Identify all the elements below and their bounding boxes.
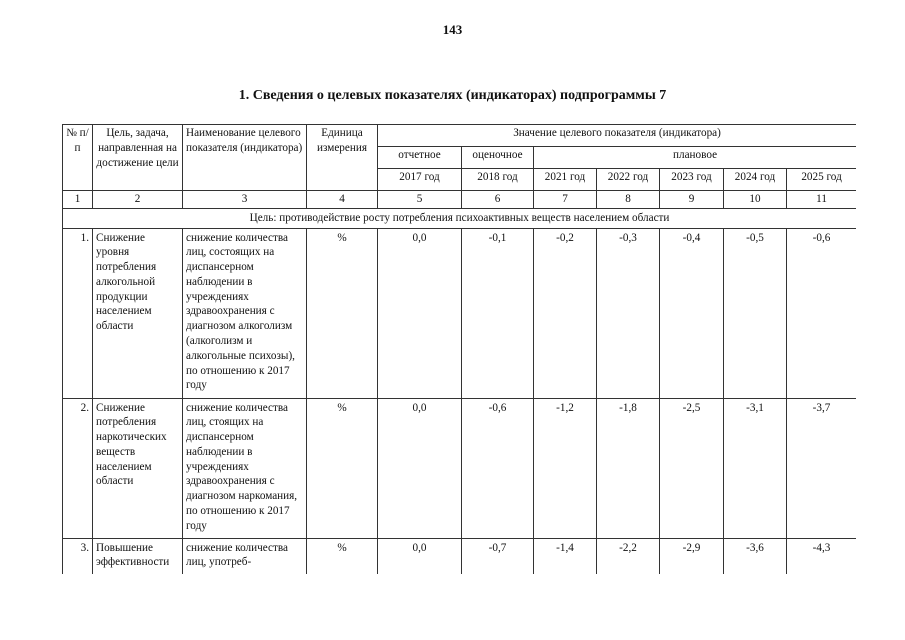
row-value: -1,2 — [534, 398, 597, 538]
header-value-group: Значение целевого показателя (индикатора) — [378, 125, 857, 147]
indicators-table-wrapper — [62, 124, 856, 578]
header-unit: Единица измерения — [307, 125, 378, 191]
header-planned: плановое — [534, 147, 857, 169]
column-number: 11 — [787, 191, 857, 209]
row-value: -0,6 — [787, 228, 857, 398]
column-number: 4 — [307, 191, 378, 209]
goal-text: Цель: противодействие росту потребления психоактивных веществ населением области — [63, 208, 857, 228]
row-indicator: снижение количества лиц, стоящих на диспансерном наблюдении в учреждениях здравоохранения с диагнозом наркомания, по отношению к 2017 году — [183, 398, 307, 538]
row-task: Снижение потребления наркотических веществ населением области — [93, 398, 183, 538]
row-value: -1,8 — [597, 398, 660, 538]
row-indicator: снижение количества лиц, употреб- — [183, 538, 307, 574]
header-year: 2024 год — [724, 169, 787, 191]
column-number: 5 — [378, 191, 462, 209]
row-value: -2,2 — [597, 538, 660, 574]
row-value: -0,1 — [462, 228, 534, 398]
header-year: 2023 год — [660, 169, 724, 191]
header-year: 2018 год — [462, 169, 534, 191]
column-number: 7 — [534, 191, 597, 209]
header-indicator-name: Наименование целевого показателя (индикатора) — [183, 125, 307, 191]
row-num: 2. — [63, 398, 93, 538]
column-number: 9 — [660, 191, 724, 209]
section-title: 1. Сведения о целевых показателях (индикаторах) подпрограммы 7 — [238, 88, 667, 103]
row-value: -3,7 — [787, 398, 857, 538]
header-reporting: отчетное — [378, 147, 462, 169]
column-number: 1 — [63, 191, 93, 209]
header-year: 2017 год — [378, 169, 462, 191]
header-goal: Цель, задача, направленная на достижение цели — [93, 125, 183, 191]
goal-row — [63, 208, 857, 228]
row-value: -2,9 — [660, 538, 724, 574]
row-value: 0,0 — [378, 398, 462, 538]
row-task: Повышение эффективности — [93, 538, 183, 574]
column-number: 2 — [93, 191, 183, 209]
row-value: -0,5 — [724, 228, 787, 398]
row-value: -3,1 — [724, 398, 787, 538]
row-value: -0,3 — [597, 228, 660, 398]
row-value: 0,0 — [378, 228, 462, 398]
column-number: 3 — [183, 191, 307, 209]
row-value: -0,6 — [462, 398, 534, 538]
row-value: -1,4 — [534, 538, 597, 574]
header-estimated: оценочное — [462, 147, 534, 169]
row-unit: % — [307, 538, 378, 574]
indicators-table — [62, 124, 856, 574]
table-row — [63, 398, 857, 538]
row-unit: % — [307, 228, 378, 398]
row-value: -0,2 — [534, 228, 597, 398]
table-row — [63, 538, 857, 574]
table-row — [63, 228, 857, 398]
page-number: 143 — [442, 22, 463, 37]
row-unit: % — [307, 398, 378, 538]
row-num: 3. — [63, 538, 93, 574]
column-number: 8 — [597, 191, 660, 209]
column-number: 6 — [462, 191, 534, 209]
row-value: -0,4 — [660, 228, 724, 398]
row-value: -0,7 — [462, 538, 534, 574]
column-number: 10 — [724, 191, 787, 209]
row-value: -3,6 — [724, 538, 787, 574]
header-year: 2025 год — [787, 169, 857, 191]
header-num: № п/п — [63, 125, 93, 191]
row-task: Снижение уровня потребления алкогольной продукции населением области — [93, 228, 183, 398]
header-year: 2021 год — [534, 169, 597, 191]
row-num: 1. — [63, 228, 93, 398]
row-value: -2,5 — [660, 398, 724, 538]
header-year: 2022 год — [597, 169, 660, 191]
row-indicator: снижение количества лиц, состоящих на диспансерном наблюдении в учреждениях здравоохранения с диагнозом алкоголизм (алкоголизм и алкогольные психозы), по отношению к 2017 году — [183, 228, 307, 398]
row-value: 0,0 — [378, 538, 462, 574]
column-numbers-row — [63, 191, 857, 209]
row-value: -4,3 — [787, 538, 857, 574]
